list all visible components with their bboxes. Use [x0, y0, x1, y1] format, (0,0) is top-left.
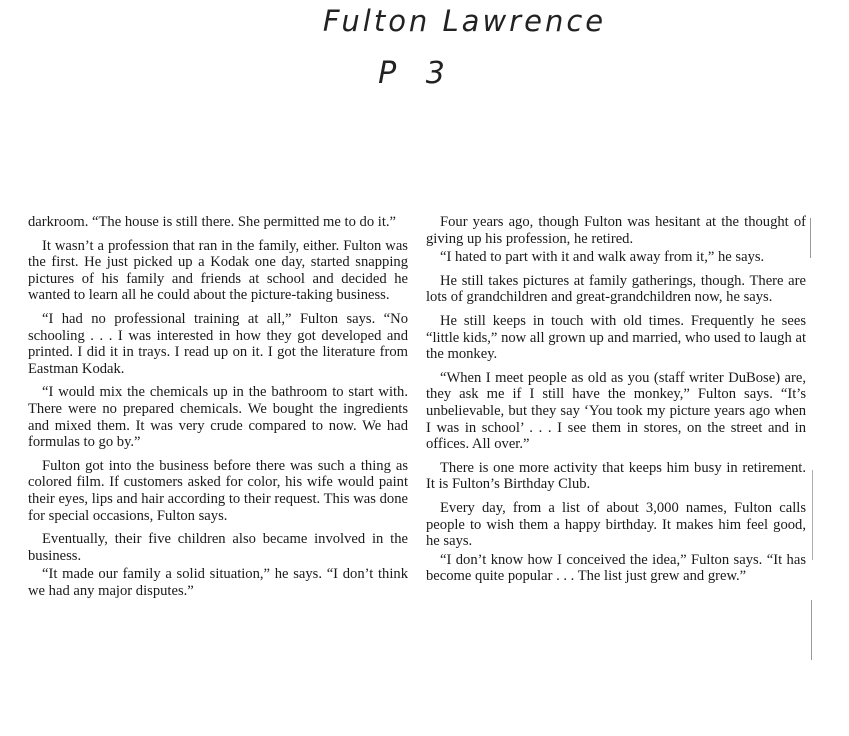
paragraph: There is one more activity that keeps him busy in retirement. It is Fulton’s Birthday Club. — [426, 459, 806, 493]
paragraph: Eventually, their five children also became involved in the business. — [28, 531, 408, 564]
paragraph: “When I meet people as old as you (staff writer DuBose) are, they ask me if I still have the monkey,” Fulton says. “It’s unbelievable, but they say ‘You took my picture years ago when I was in school’ . . . I see them in stores, on the street and in offices. All over.” — [426, 369, 806, 453]
article-left-column — [28, 214, 408, 606]
paragraph: “I would mix the chemicals up in the bathroom to start with. There were no prepared chemicals. We bought the ingredients and mixed them. It was very crude compared to now. We had formulas to go by.” — [28, 384, 408, 451]
clipping-edge-mark — [810, 218, 811, 258]
paragraph: “I don’t know how I conceived the idea,” Fulton says. “It has become quite popular . . . The list just grew and grew.” — [426, 551, 806, 585]
paragraph: Every day, from a list of about 3,000 names, Fulton calls people to wish them a happy birthday. It makes him feel good, he says. — [426, 499, 806, 550]
paragraph: Fulton got into the business before there was such a thing as colored film. If customers asked for color, his wife would paint their eyes, lips and hair according to their request. This was done for special occasions, Fulton says. — [28, 457, 408, 524]
handwritten-name: Fulton Lawrence — [322, 4, 607, 38]
clipping-edge-mark — [811, 600, 812, 660]
paragraph: “I hated to part with it and walk away from it,” he says. — [440, 249, 765, 266]
paragraph: He still keeps in touch with old times. Frequently he sees “little kids,” now all grown up and married, who used to laugh at the monkey. — [426, 312, 806, 363]
paragraph: He still takes pictures at family gatherings, though. There are lots of grandchildren and great-grandchildren now, he says. — [426, 272, 806, 306]
paragraph: “It made our family a solid situation,” he says. “I don’t think we had any major disputes.” — [28, 566, 408, 599]
paragraph: darkroom. “The house is still there. She permitted me to do it.” — [28, 214, 397, 230]
handwritten-page-number: P 3 — [378, 56, 455, 91]
paragraph: “I had no professional training at all,” Fulton says. “No schooling . . . I was interested in how they got developed and printed. I did it in trays. I read up on it. I got the literature from Eastman Kodak. — [28, 310, 408, 377]
clipping-edge-mark — [812, 470, 813, 560]
article-right-column — [426, 214, 806, 592]
paragraph: Four years ago, though Fulton was hesitant at the thought of giving up his profession, he retired. — [426, 214, 806, 247]
paragraph: It wasn’t a profession that ran in the family, either. Fulton was the first. He just picked up a Kodak one day, started snapping pictures of his family and friends at school and decided he wanted to learn all he could about the picture-taking business. — [28, 237, 408, 304]
